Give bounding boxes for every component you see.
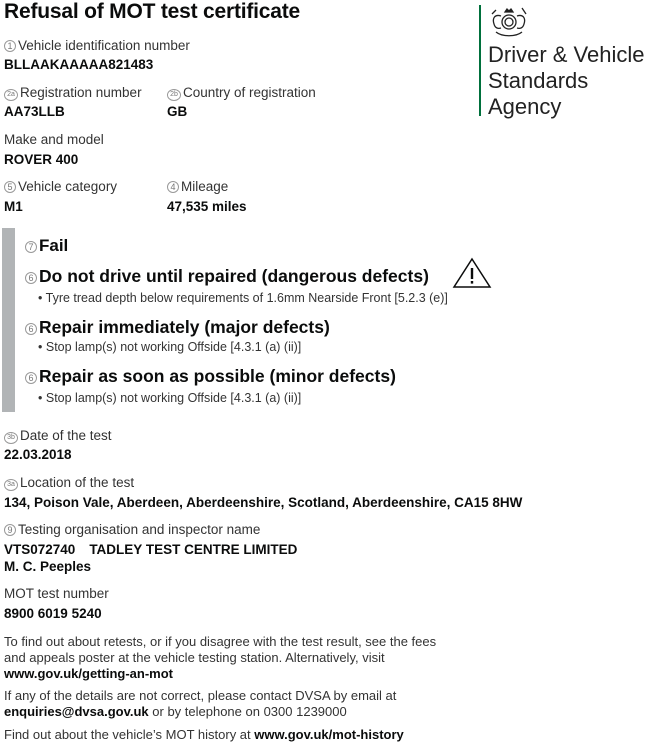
ref-number-icon: 2b xyxy=(167,89,181,101)
defect-item: • Tyre tread depth below requirements of 1.6mm Nearside Front [5.2.3 (e)] xyxy=(38,291,448,305)
ref-number-icon: 3a xyxy=(4,479,18,491)
organisation-label: 9 Testing organisation and inspector name xyxy=(4,522,260,537)
mot-history-link[interactable]: www.gov.uk/mot-history xyxy=(254,727,404,742)
vin-value: BLLAAKAAAAA821483 xyxy=(4,57,154,72)
defect-item: • Stop lamp(s) not working Offside [4.3.1 (a) (ii)] xyxy=(38,340,302,354)
ref-number-icon: 9 xyxy=(4,524,16,536)
result-side-bar xyxy=(2,228,15,412)
logo-line-2: Standards xyxy=(488,68,589,93)
contact-email-link[interactable]: enquiries@dvsa.gov.uk xyxy=(4,704,149,719)
test-location-label: 3a Location of the test xyxy=(4,475,134,491)
country-label: 2b Country of registration xyxy=(167,85,316,101)
minor-defects-title: 6 Repair as soon as possible (minor defects) xyxy=(25,366,396,387)
logo-line-3: Agency xyxy=(488,94,562,119)
ref-number-icon: 6 xyxy=(25,372,37,384)
test-location-value: 134, Poison Vale, Aberdeen, Aberdeenshire, Scotland, Aberdeenshire, CA15 8HW xyxy=(4,495,523,510)
ref-number-icon: 1 xyxy=(4,40,16,52)
major-defects-title: 6 Repair immediately (major defects) xyxy=(25,317,330,338)
history-info: Find out about the vehicle’s MOT history at www.gov.uk/mot-history xyxy=(4,727,404,742)
getting-an-mot-link[interactable]: www.gov.uk/getting-an-mot xyxy=(4,666,173,681)
logo-line-1: Driver & Vehicle xyxy=(488,42,645,67)
vin-label: 1 Vehicle identification number xyxy=(4,38,190,53)
ref-number-icon: 6 xyxy=(25,272,37,284)
make-model-label: Make and model xyxy=(4,132,104,147)
ref-number-icon: 5 xyxy=(4,181,16,193)
mileage-label: 4 Mileage xyxy=(167,179,228,194)
contact-info: If any of the details are not correct, please contact DVSA by email at enquiries@dvsa.gov.uk or by telephone on 0300 1239000 xyxy=(4,688,397,719)
country-value: GB xyxy=(167,104,188,119)
registration-label: 2a Registration number xyxy=(4,85,142,101)
registration-value: AA73LLB xyxy=(4,104,65,119)
result-status: 7 Fail xyxy=(25,236,68,256)
test-date-label: 3b Date of the test xyxy=(4,428,112,444)
make-model-value: ROVER 400 xyxy=(4,152,79,167)
site-name: TADLEY TEST CENTRE LIMITED xyxy=(89,542,298,557)
royal-crest-icon xyxy=(486,4,532,40)
organisation-value xyxy=(4,542,297,557)
test-date-value: 22.03.2018 xyxy=(4,447,72,462)
test-number-label: MOT test number xyxy=(4,586,109,601)
ref-number-icon: 4 xyxy=(167,181,179,193)
page-title: Refusal of MOT test certificate xyxy=(4,0,301,23)
mileage-value: 47,535 miles xyxy=(167,199,247,214)
ref-number-icon: 7 xyxy=(25,241,37,253)
category-value: M1 xyxy=(4,199,23,214)
retest-info: To find out about retests, or if you disagree with the test result, see the fees and appeals poster at the vehicle testing station. Alternatively, visit www.gov.uk/getting-an-mot xyxy=(4,634,437,681)
defect-item: • Stop lamp(s) not working Offside [4.3.1 (a) (ii)] xyxy=(38,391,302,405)
site-id: VTS072740 xyxy=(4,542,76,557)
inspector-name: M. C. Peeples xyxy=(4,559,92,574)
logo-accent-bar xyxy=(479,5,481,116)
dvsa-logo-text xyxy=(488,42,645,120)
category-label: 5 Vehicle category xyxy=(4,179,117,194)
test-number-value: 8900 6019 5240 xyxy=(4,606,102,621)
ref-number-icon: 3b xyxy=(4,432,18,444)
ref-number-icon: 2a xyxy=(4,89,18,101)
dangerous-defects-title: 6 Do not drive until repaired (dangerous defects) xyxy=(25,266,429,287)
ref-number-icon: 6 xyxy=(25,323,37,335)
warning-triangle-icon xyxy=(452,257,492,289)
